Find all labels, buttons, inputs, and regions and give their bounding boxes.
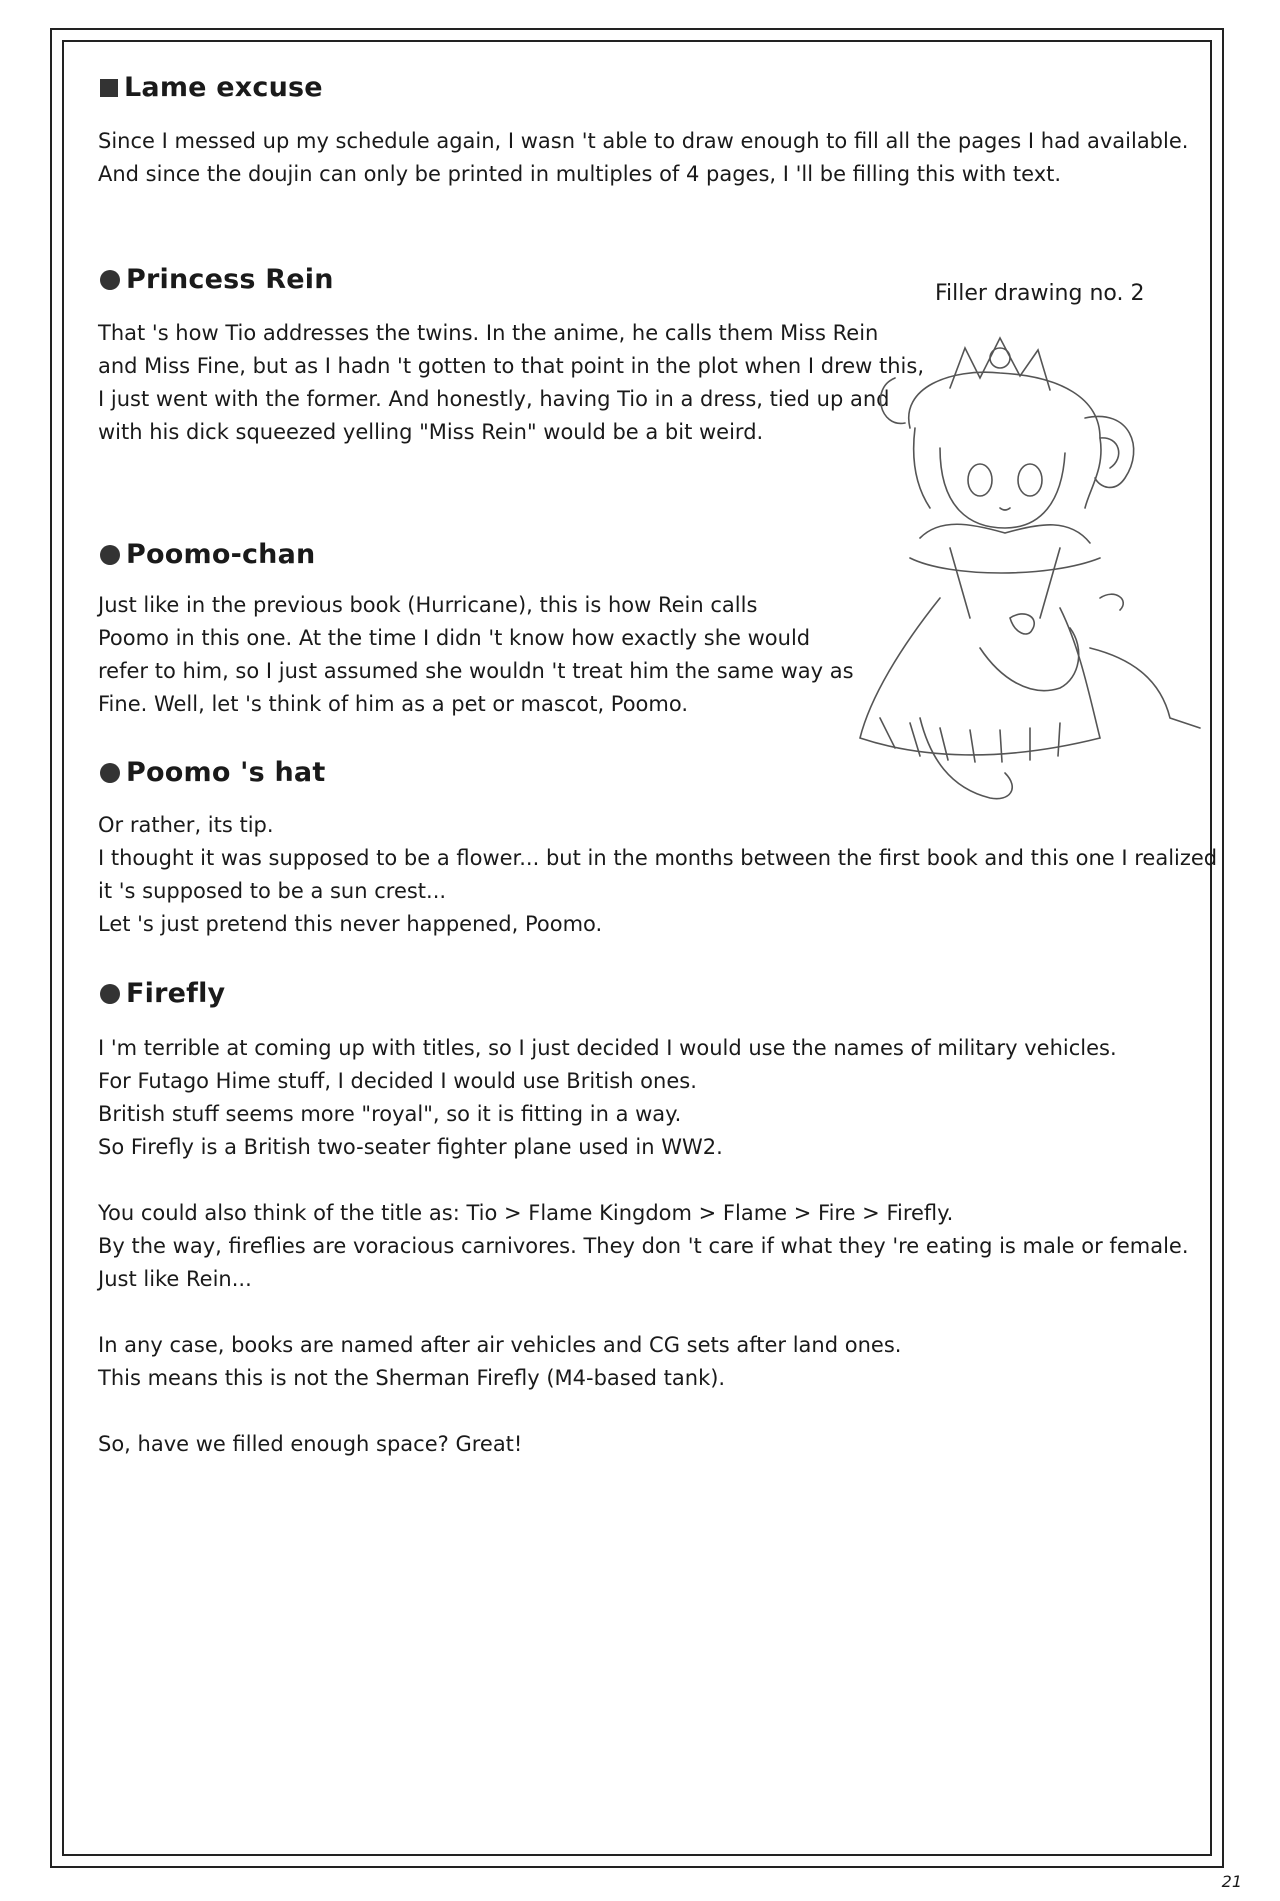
section-text: Since I messed up my schedule again, I wasn 't able to draw enough to fill all the pages I had available. And since the doujin can only be printed in multiples of 4 pages, I 'll be filling this with text.	[98, 129, 1189, 186]
circle-bullet-icon	[100, 545, 120, 565]
section-title: Princess Rein	[126, 264, 334, 295]
page-border-inner	[62, 40, 1212, 1856]
page-number: 21	[1221, 1872, 1242, 1891]
section-text: Just like in the previous book (Hurricane), this is how Rein calls Poomo in this one. At the time I didn 't know how exactly she would refer to him, so I just assumed she wouldn 't treat him the same way as Fine. Well, let 's think of him as a pet or mascot, Poomo.	[98, 593, 854, 716]
section-heading	[100, 72, 323, 103]
section-text: That 's how Tio addresses the twins. In the anime, he calls them Miss Rein and Miss Fine, but as I hadn 't gotten to that point in the plot when I drew this, I just went with the former. And honestly, having Tio in a dress, tied up and with his dick squeezed yelling "Miss Rein" would be a bit weird.	[98, 321, 925, 444]
section-heading	[100, 978, 225, 1009]
section-title: Poomo 's hat	[126, 757, 326, 788]
illustration-caption: Filler drawing no. 2	[935, 281, 1145, 306]
section-title: Lame excuse	[124, 72, 323, 103]
section-title: Poomo-chan	[126, 539, 316, 570]
section-text: I 'm terrible at coming up with titles, so I just decided I would use the names of military vehicles. For Futago Hime stuff, I decided I would use British ones. British stuff seems more "royal", so it is fitting in a way. So Firefly is a British two-seater fighter plane used in WW2. You could also think of the title as: Tio > Flame Kingdom > Flame > Fire > Firefly. By the way, fireflies are voracious carnivores. They don 't care if what they 're eating is male or female. Just like Rein... In any case, books are named after air vehicles and CG sets after land ones. This means this is not the Sherman Firefly (M4-based tank). So, have we filled enough space? Great!	[98, 1036, 1189, 1456]
circle-bullet-icon	[100, 270, 120, 290]
section-heading	[100, 264, 334, 295]
section-title: Firefly	[126, 978, 226, 1009]
character-sketch-illustration	[800, 318, 1220, 818]
square-bullet-icon	[100, 79, 118, 97]
circle-bullet-icon	[100, 763, 120, 783]
circle-bullet-icon	[100, 984, 120, 1004]
section-heading	[100, 539, 315, 570]
section-text: Or rather, its tip. I thought it was supposed to be a flower... but in the months between the first book and this one I realized it 's supposed to be a sun crest... Let 's just pretend this never happened, Poomo.	[98, 813, 1218, 936]
section-heading	[100, 757, 325, 788]
